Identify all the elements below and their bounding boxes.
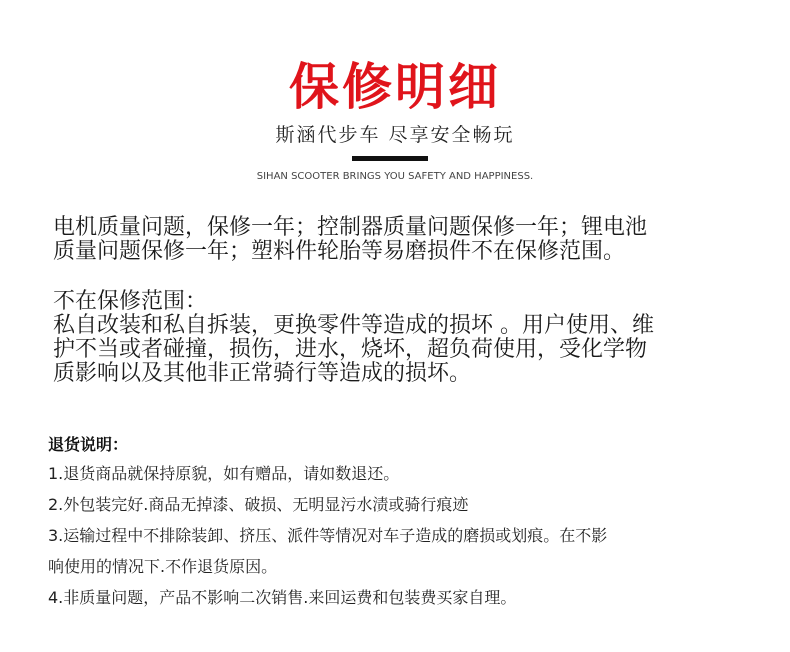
returns-list xyxy=(48,458,768,613)
title-divider xyxy=(352,156,428,161)
brand-tagline: SIHAN SCOOTER BRINGS YOU SAFETY AND HAPPINESS. xyxy=(256,171,534,182)
returns-item: 1.退货商品就保持原貌，如有赠品，请如数退还。 xyxy=(48,464,400,483)
exclusions-heading: 不在保修范围： xyxy=(53,289,208,314)
warranty-line: 质量问题保修一年；塑料件轮胎等易磨损件不在保修范围。 xyxy=(53,239,626,264)
warranty-line: 电机质量问题，保修一年；控制器质量问题保修一年；锂电池 xyxy=(53,215,648,240)
page-subtitle: 斯涵代步车 尽享安全畅玩 xyxy=(275,124,515,146)
exclusions-line: 私自改装和私自拆装，更换零件等造成的损坏 。用户使用、维 xyxy=(53,313,654,338)
returns-heading: 退货说明： xyxy=(48,435,129,454)
warranty-terms xyxy=(53,216,773,264)
exclusions-line: 护不当或者碰撞，损伤，进水，烧坏，超负荷使用，受化学物 xyxy=(53,337,648,362)
page-title: 保修明细 xyxy=(289,58,501,116)
exclusions-line: 质影响以及其他非正常骑行等造成的损坏。 xyxy=(53,361,472,386)
returns-item: 3.运输过程中不排除装卸、挤压、派件等情况对车子造成的磨损或划痕。在不影 xyxy=(48,526,608,545)
returns-item-continued: 响使用的情况下.不作退货原因。 xyxy=(48,557,278,576)
returns-item: 2.外包装完好.商品无掉漆、破损、无明显污水渍或骑行痕迹 xyxy=(48,495,469,514)
warranty-exclusions xyxy=(53,290,773,386)
returns-item: 4.非质量问题，产品不影响二次销售.来回运费和包装费买家自理。 xyxy=(48,588,517,607)
